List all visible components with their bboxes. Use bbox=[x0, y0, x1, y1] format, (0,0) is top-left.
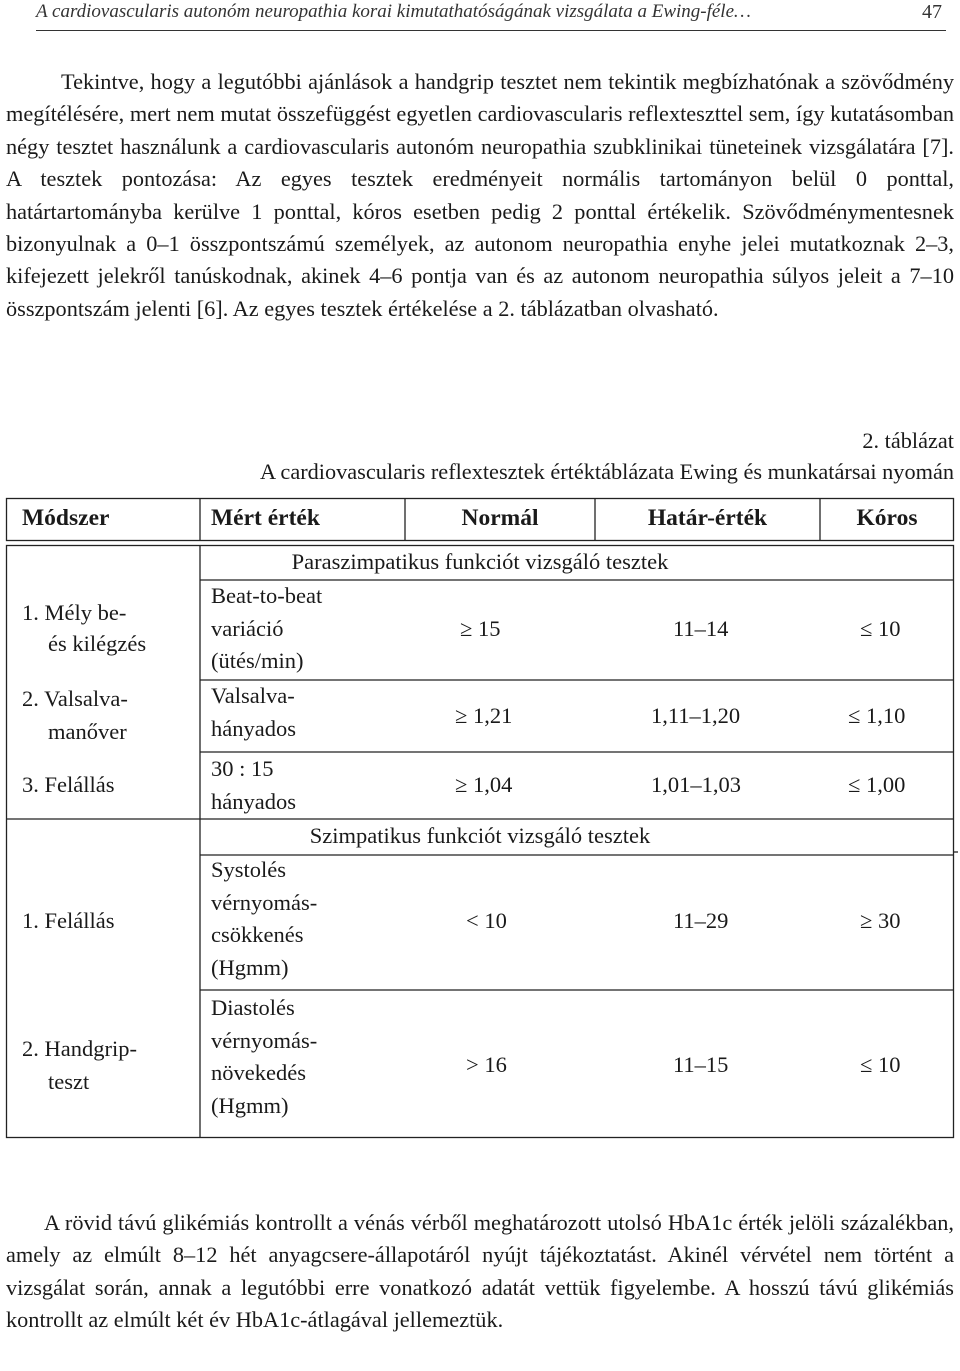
table-row-normal bbox=[460, 613, 500, 646]
measure-line: hányados bbox=[211, 715, 296, 741]
table-row-borderline: 11–29 bbox=[673, 908, 729, 933]
method-line: 1. Mély be- bbox=[22, 600, 127, 625]
measure-line: variáció bbox=[211, 615, 284, 641]
table-row-measure bbox=[211, 753, 296, 818]
table-header-normal: Normál bbox=[461, 505, 539, 531]
table-row-measure bbox=[211, 680, 296, 745]
page-number: 47 bbox=[922, 1, 942, 23]
table-header-borderline: Határ-érték bbox=[647, 505, 768, 531]
measure-line: Beat-to-beat bbox=[211, 583, 323, 608]
table-row-method: 1. Felállás bbox=[22, 908, 115, 933]
abnormal-value: 30 bbox=[877, 908, 901, 933]
measure-line: növekedés bbox=[211, 1060, 306, 1085]
leq-symbol: ≤ bbox=[860, 616, 873, 641]
table-row-normal bbox=[455, 700, 512, 733]
leq-symbol: ≤ bbox=[848, 772, 861, 797]
table-row-measure bbox=[211, 580, 322, 678]
geq-symbol: ≥ bbox=[455, 772, 468, 797]
table-title: A cardiovascularis reflextesztek értéktáblázata Ewing és munkatársai nyomán bbox=[259, 459, 954, 484]
paragraph-intro: Tekintve, hogy a legutóbbi ajánlások a handgrip tesztet nem tekintik megbízhatónak a szövődmény megítélésére, mert nem mutat összefüggést egyetlen cardiovascularis reflexteszttel sem, így kutatásomban négy tesztet használunk a cardiovascularis autonóm neuropathia szubklinikai tüneteinek vizsgálatára [7]. A tesztek pontozása: Az egyes tesztek eredményeit normális tartományon belül 0 ponttal, határtartományba kerülve 1 ponttal, kóros esetben pedig 2 ponttal értékelik. Szövődménymentesnek bizonyulnak a 0–1 összpontszámú személyek, az autonom neuropathia enyhe jelei mutatkoznak 2–3, kifejezett jelekről tanúskodnak, akinek 4–6 pontja van és az autonom neuropathia súlyos jeleit a 7–10 összpontszám jelenti [6]. Az egyes tesztek értékelése a 2. táblázatban olvasható. bbox=[6, 69, 954, 321]
normal-value: 15 bbox=[477, 616, 501, 641]
table-row-method bbox=[22, 683, 128, 748]
paragraph-glycemic-control: A rövid távú glikémiás kontrollt a vénás vérből meghatározott utolsó HbA1c érték jelöli százalékban, amely az elmúlt 8–12 hét anyagcsere-állapotáról nyújt tájékoztatást. Akinél vérvétel nem történt a vizsgálat során, annak a legutóbbi erre vonatkozó adatát vettük figyelembe. A hosszú távú glikémiás kontrollt az elmúlt két év HbA1c-átlagával jellemeztük. bbox=[6, 1210, 954, 1333]
method-line: manőver bbox=[48, 718, 127, 744]
abnormal-value: 10 bbox=[877, 1052, 901, 1077]
measure-line: (ütés/min) bbox=[211, 648, 304, 673]
table-row-normal bbox=[455, 769, 512, 802]
table-row-abnormal bbox=[848, 769, 905, 802]
table-row-normal: > 16 bbox=[466, 1052, 507, 1077]
method-line: 2. Valsalva- bbox=[22, 686, 128, 711]
method-line: teszt bbox=[48, 1068, 90, 1094]
geq-symbol: ≥ bbox=[455, 703, 468, 728]
table-header-measure: Mért érték bbox=[211, 505, 320, 531]
table-row-abnormal bbox=[860, 1049, 900, 1082]
table-row-method bbox=[22, 1033, 137, 1098]
measure-line: Systolés bbox=[211, 857, 287, 882]
table-label: 2. táblázat bbox=[862, 428, 954, 453]
normal-value: 1,21 bbox=[472, 703, 513, 728]
section-title-sympathetic: Szimpatikus funkciót vizsgáló tesztek bbox=[309, 823, 651, 848]
measure-line: Diastolés bbox=[211, 995, 295, 1020]
table-header-abnormal: Kóros bbox=[856, 505, 918, 531]
table-row-borderline: 11–15 bbox=[673, 1052, 729, 1077]
table-row-borderline: 1,01–1,03 bbox=[651, 772, 741, 797]
table-row-method: 3. Felállás bbox=[22, 772, 115, 797]
geq-symbol: ≥ bbox=[860, 908, 873, 933]
measure-line: Valsalva- bbox=[211, 683, 295, 708]
table-row-normal: < 10 bbox=[466, 908, 507, 933]
measure-line: vérnyomás- bbox=[211, 889, 318, 915]
table-row-borderline: 1,11–1,20 bbox=[651, 703, 741, 728]
geq-symbol: ≥ bbox=[460, 616, 473, 641]
measure-line: vérnyomás- bbox=[211, 1027, 318, 1053]
method-line: 2. Handgrip- bbox=[22, 1036, 137, 1061]
table-row-borderline: 11–14 bbox=[673, 616, 729, 641]
table-row-abnormal bbox=[860, 905, 900, 938]
table-header-method: Módszer bbox=[22, 505, 110, 531]
measure-line: csökkenés bbox=[211, 922, 304, 947]
table-row-abnormal bbox=[848, 700, 905, 733]
normal-value: 1,04 bbox=[472, 772, 513, 797]
measure-line: hányados bbox=[211, 788, 296, 814]
measure-line: (Hgmm) bbox=[211, 954, 289, 980]
leq-symbol: ≤ bbox=[860, 1052, 873, 1077]
abnormal-value: 1,10 bbox=[865, 703, 906, 728]
table-row-measure bbox=[211, 992, 317, 1122]
table-row-measure bbox=[211, 854, 317, 984]
running-title: A cardiovascularis autonóm neuropathia korai kimutathatóságának vizsgálata a Ewing-féle… bbox=[36, 1, 751, 22]
leq-symbol: ≤ bbox=[848, 703, 861, 728]
section-title-parasympathetic: Paraszimpatikus funkciót vizsgáló tesztek bbox=[291, 549, 669, 574]
table-row-method bbox=[22, 597, 146, 659]
abnormal-value: 10 bbox=[877, 616, 901, 641]
method-line: és kilégzés bbox=[48, 631, 147, 656]
measure-line: (Hgmm) bbox=[211, 1092, 289, 1118]
measure-line: 30 : 15 bbox=[211, 756, 274, 781]
abnormal-value: 1,00 bbox=[865, 772, 906, 797]
table-row-abnormal bbox=[860, 613, 900, 646]
